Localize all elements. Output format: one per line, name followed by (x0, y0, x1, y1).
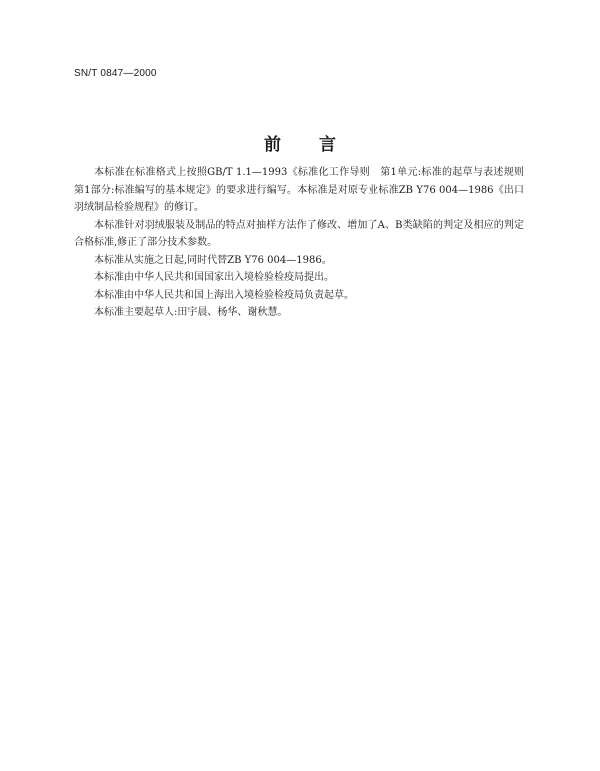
page-title: 前言 (264, 135, 374, 155)
paragraph-proposer: 本标准由中华人民共和国国家出入境检验检疫局提出。 (94, 272, 334, 283)
paragraph-changes: 本标准针对羽绒服装及制品的特点对抽样方法作了修改、增加了A、B类缺陷的判定及相应的判定合格标准,修正了部分技术参数。 (74, 219, 524, 248)
paragraph-format: 本标准在标准格式上按照GB/T 1.1—1993《标准化工作导则 第1单元:标准的起草与表述规则 第1部分:标准编写的基本规定》的要求进行编写。本标准是对原专业标准ZB Y76 004—1986《出口羽绒制品检验规程》的修订。 (74, 167, 534, 213)
paragraph-drafter: 本标准由中华人民共和国上海出入境检验检疫局负责起草。 (94, 289, 354, 301)
paragraph-authors: 本标准主要起草人:田宇晨、杨华、谢秋慧。 (94, 307, 288, 318)
foreword-body (74, 164, 534, 322)
standard-code: SN/T 0847—2000 (74, 68, 157, 79)
paragraph-effective: 本标准从实施之日起,同时代替ZB Y76 004—1986。 (94, 254, 332, 266)
